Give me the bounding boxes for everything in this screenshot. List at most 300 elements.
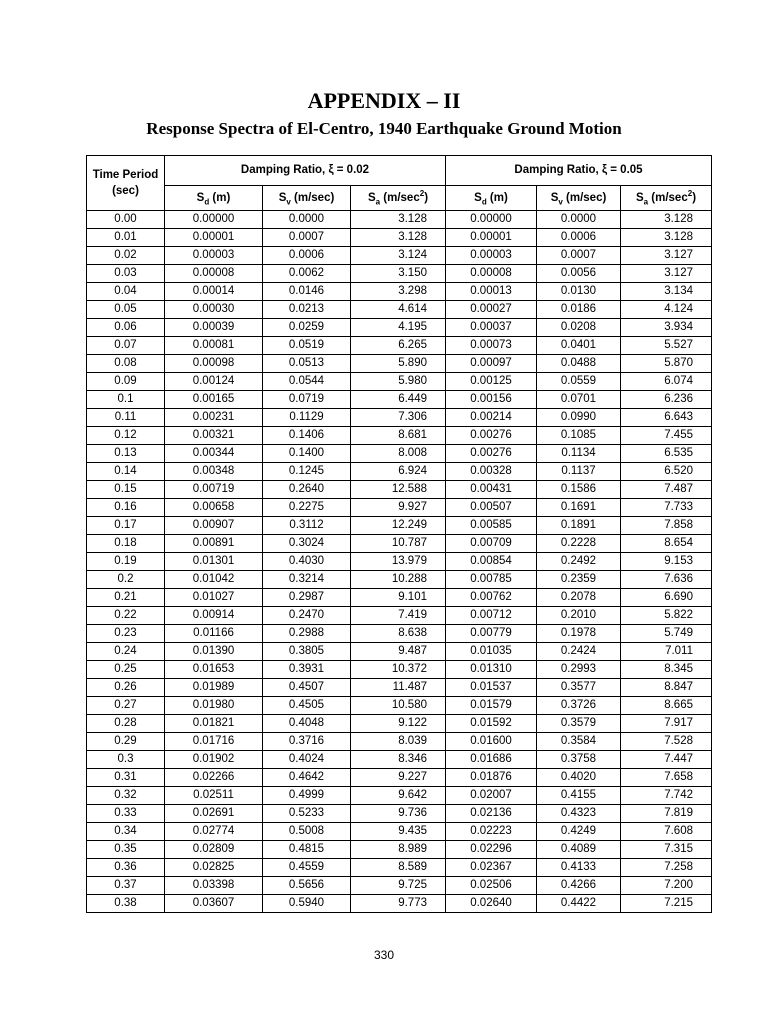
table-cell: 10.580 [351,697,446,715]
table-cell: 9.927 [351,499,446,517]
table-cell: 7.447 [621,751,712,769]
table-cell: 0.02511 [165,787,263,805]
table-cell: 6.449 [351,391,446,409]
table-cell: 5.527 [621,337,712,355]
table-cell: 6.520 [621,463,712,481]
table-row [87,247,712,265]
table-cell: 0.32 [87,787,165,805]
table-cell: 6.074 [621,373,712,391]
table-cell: 4.124 [621,301,712,319]
table-cell: 7.455 [621,427,712,445]
table-cell: 0.02136 [446,805,537,823]
table-cell: 0.00231 [165,409,263,427]
table-cell: 0.1129 [263,409,351,427]
table-cell: 0.2470 [263,607,351,625]
table-cell: 3.934 [621,319,712,337]
table-cell: 0.1 [87,391,165,409]
table-cell: 8.346 [351,751,446,769]
table-cell: 0.00124 [165,373,263,391]
table-cell: 0.5940 [263,895,351,913]
table-cell: 0.4323 [537,805,621,823]
table-cell: 0.02223 [446,823,537,841]
table-cell: 0.00001 [446,229,537,247]
table-cell: 0.2228 [537,535,621,553]
table-cell: 7.487 [621,481,712,499]
table-cell: 0.33 [87,805,165,823]
table-row [87,283,712,301]
table-cell: 0.02 [87,247,165,265]
table-cell: 0.2987 [263,589,351,607]
table-cell: 3.128 [621,229,712,247]
table-row [87,391,712,409]
table-cell: 0.00907 [165,517,263,535]
table-cell: 0.4155 [537,787,621,805]
table-cell: 3.298 [351,283,446,301]
table-cell: 0.00008 [446,265,537,283]
table-cell: 0.00585 [446,517,537,535]
table-cell: 0.1245 [263,463,351,481]
table-cell: 0.00779 [446,625,537,643]
table-row [87,877,712,895]
table-cell: 3.124 [351,247,446,265]
table-cell: 7.636 [621,571,712,589]
table-row [87,643,712,661]
table-cell: 5.980 [351,373,446,391]
table-cell: 6.265 [351,337,446,355]
table-cell: 0.4020 [537,769,621,787]
table-row [87,319,712,337]
table-cell: 0.2993 [537,661,621,679]
table-cell: 0.02825 [165,859,263,877]
table-cell: 5.749 [621,625,712,643]
table-cell: 7.215 [621,895,712,913]
table-cell: 3.127 [621,265,712,283]
table-cell: 0.24 [87,643,165,661]
table-cell: 0.4507 [263,679,351,697]
table-cell: 0.3577 [537,679,621,697]
table-cell: 0.25 [87,661,165,679]
table-cell: 0.00785 [446,571,537,589]
table-cell: 0.1691 [537,499,621,517]
table-cell: 0.2640 [263,481,351,499]
table-cell: 0.0006 [263,247,351,265]
table-cell: 0.0000 [263,211,351,229]
table-cell: 0.01310 [446,661,537,679]
sa-005-header: $S_a$ $(m/\sec^2)$ [621,186,712,211]
table-cell: 8.665 [621,697,712,715]
table-cell: 0.2010 [537,607,621,625]
table-cell: 0.01390 [165,643,263,661]
table-cell: 9.487 [351,643,446,661]
table-cell: 0.21 [87,589,165,607]
table-cell: 11.487 [351,679,446,697]
table-cell: 0.00000 [165,211,263,229]
table-cell: 0.00097 [446,355,537,373]
table-cell: 5.890 [351,355,446,373]
table-cell: 0.0213 [263,301,351,319]
table-cell: 0.4266 [537,877,621,895]
table-row [87,733,712,751]
table-cell: 0.5008 [263,823,351,841]
table-row [87,589,712,607]
table-cell: 0.1586 [537,481,621,499]
table-cell: 0.00321 [165,427,263,445]
table-cell: 9.736 [351,805,446,823]
table-cell: 0.01902 [165,751,263,769]
table-cell: 0.00098 [165,355,263,373]
table-cell: 3.128 [351,211,446,229]
table-cell: 0.12 [87,427,165,445]
table-cell: 0.01653 [165,661,263,679]
table-cell: 0.3584 [537,733,621,751]
table-cell: 7.608 [621,823,712,841]
table-cell: 0.00003 [165,247,263,265]
table-cell: 0.4642 [263,769,351,787]
table-cell: 0.3758 [537,751,621,769]
table-row [87,265,712,283]
table-cell: 0.0544 [263,373,351,391]
table-cell: 6.236 [621,391,712,409]
table-cell: 0.01600 [446,733,537,751]
table-cell: 6.690 [621,589,712,607]
table-cell: 0.00081 [165,337,263,355]
table-cell: 0.00658 [165,499,263,517]
table-cell: 3.128 [621,211,712,229]
table-row [87,427,712,445]
table-cell: 8.681 [351,427,446,445]
table-cell: 0.00030 [165,301,263,319]
table-cell: 0.01579 [446,697,537,715]
table-cell: 0.0259 [263,319,351,337]
table-cell: 10.288 [351,571,446,589]
table-cell: 5.822 [621,607,712,625]
damping-002-header: Damping Ratio, ξ = 0.02 [165,156,446,186]
table-cell: 0.01592 [446,715,537,733]
table-cell: 0.3805 [263,643,351,661]
table-cell: 0.00344 [165,445,263,463]
table-cell: 0.0186 [537,301,621,319]
table-cell: 0.29 [87,733,165,751]
table-cell: 7.419 [351,607,446,625]
table-cell: 0.00762 [446,589,537,607]
table-cell: 0.00165 [165,391,263,409]
table-row [87,769,712,787]
table-cell: 0.00854 [446,553,537,571]
table-cell: 0.00013 [446,283,537,301]
table-row [87,337,712,355]
table-cell: 9.227 [351,769,446,787]
table-cell: 8.008 [351,445,446,463]
table-cell: 0.1137 [537,463,621,481]
table-row [87,355,712,373]
table-cell: 9.122 [351,715,446,733]
table-cell: 3.128 [351,229,446,247]
table-cell: 7.258 [621,859,712,877]
table-row [87,625,712,643]
table-cell: 0.4559 [263,859,351,877]
table-row [87,535,712,553]
table-cell: 0.3214 [263,571,351,589]
table-cell: 12.588 [351,481,446,499]
table-cell: 0.23 [87,625,165,643]
sa-002-header: $S_a$ $(m/\sec^2)$ [351,186,446,211]
table-cell: 0.3931 [263,661,351,679]
table-cell: 5.870 [621,355,712,373]
table-cell: 0.17 [87,517,165,535]
sv-002-header: $S_v$ (m/sec) [263,186,351,211]
table-cell: 8.345 [621,661,712,679]
table-cell: 0.06 [87,319,165,337]
table-row [87,409,712,427]
table-row [87,823,712,841]
table-cell: 0.27 [87,697,165,715]
table-cell: 0.4422 [537,895,621,913]
table-cell: 0.4133 [537,859,621,877]
table-cell: 0.3579 [537,715,621,733]
table-cell: 0.0056 [537,265,621,283]
table-cell: 0.01686 [446,751,537,769]
table-cell: 0.3 [87,751,165,769]
table-row [87,301,712,319]
table-row [87,517,712,535]
table-cell: 8.654 [621,535,712,553]
table-cell: 0.03398 [165,877,263,895]
table-cell: 0.31 [87,769,165,787]
damping-005-header: Damping Ratio, ξ = 0.05 [446,156,712,186]
table-cell: 9.435 [351,823,446,841]
table-cell: 9.773 [351,895,446,913]
table-cell: 0.01876 [446,769,537,787]
table-row [87,211,712,229]
table-cell: 0.00156 [446,391,537,409]
table-cell: 0.01042 [165,571,263,589]
table-cell: 0.0000 [537,211,621,229]
table-cell: 0.0130 [537,283,621,301]
table-cell: 0.01821 [165,715,263,733]
table-row [87,751,712,769]
table-row [87,373,712,391]
table-cell: 0.00719 [165,481,263,499]
table-cell: 0.0513 [263,355,351,373]
table-cell: 0.0007 [537,247,621,265]
table-cell: 0.00003 [446,247,537,265]
table-cell: 0.02506 [446,877,537,895]
table-cell: 0.3726 [537,697,621,715]
table-row [87,229,712,247]
table-cell: 0.00037 [446,319,537,337]
table-row [87,805,712,823]
table-cell: 7.315 [621,841,712,859]
table-cell: 0.00000 [446,211,537,229]
table-row [87,481,712,499]
table-cell: 0.15 [87,481,165,499]
table-cell: 0.2988 [263,625,351,643]
table-row [87,787,712,805]
table-cell: 9.725 [351,877,446,895]
sv-005-header: $S_v$ (m/sec) [537,186,621,211]
table-cell: 0.3024 [263,535,351,553]
table-cell: 0.02367 [446,859,537,877]
table-cell: 0.00348 [165,463,263,481]
table-cell: 0.1406 [263,427,351,445]
table-row [87,499,712,517]
table-cell: 0.0006 [537,229,621,247]
table-row [87,715,712,733]
table-cell: 7.742 [621,787,712,805]
table-body [87,211,712,913]
table-cell: 7.733 [621,499,712,517]
table-cell: 0.4999 [263,787,351,805]
table-cell: 0.0401 [537,337,621,355]
table-cell: 0.0488 [537,355,621,373]
table-cell: 0.4505 [263,697,351,715]
page-number: 330 [373,948,395,962]
table-cell: 0.02296 [446,841,537,859]
table-row [87,553,712,571]
table-cell: 0.01035 [446,643,537,661]
table-cell: 12.249 [351,517,446,535]
table-cell: 7.011 [621,643,712,661]
table-cell: 0.11 [87,409,165,427]
table-cell: 0.36 [87,859,165,877]
table-cell: 0.0719 [263,391,351,409]
table-cell: 7.858 [621,517,712,535]
table-cell: 0.01980 [165,697,263,715]
appendix-subtitle: Response Spectra of El-Centro, 1940 Earthquake Ground Motion [146,119,622,138]
appendix-title: APPENDIX – II [307,88,461,113]
table-cell: 7.200 [621,877,712,895]
table-row [87,571,712,589]
table-cell: 10.787 [351,535,446,553]
table-cell: 0.00507 [446,499,537,517]
table-cell: 0.2 [87,571,165,589]
table-cell: 0.1085 [537,427,621,445]
table-cell: 0.38 [87,895,165,913]
table-cell: 0.4249 [537,823,621,841]
table-cell: 0.0208 [537,319,621,337]
table-cell: 0.00214 [446,409,537,427]
table-cell: 0.1978 [537,625,621,643]
table-cell: 0.0062 [263,265,351,283]
table-cell: 7.819 [621,805,712,823]
table-cell: 8.039 [351,733,446,751]
table-cell: 0.0519 [263,337,351,355]
table-cell: 13.979 [351,553,446,571]
table-cell: 8.589 [351,859,446,877]
table-cell: 0.00027 [446,301,537,319]
table-cell: 0.00008 [165,265,263,283]
table-cell: 0.02691 [165,805,263,823]
time-period-header: Time Period (sec) [87,156,165,211]
table-cell: 0.05 [87,301,165,319]
table-cell: 0.5656 [263,877,351,895]
table-cell: 0.1891 [537,517,621,535]
table-cell: 3.127 [621,247,712,265]
response-spectra-table [86,155,712,913]
table-cell: 0.03 [87,265,165,283]
table-cell: 0.3112 [263,517,351,535]
table-cell: 0.2275 [263,499,351,517]
sd-002-header: $S_d$ (m) [165,186,263,211]
table-cell: 6.924 [351,463,446,481]
table-cell: 0.0701 [537,391,621,409]
table-row [87,661,712,679]
table-cell: 0.13 [87,445,165,463]
table-cell: 6.535 [621,445,712,463]
table-cell: 8.989 [351,841,446,859]
table-cell: 0.09 [87,373,165,391]
table-cell: 0.00073 [446,337,537,355]
table-cell: 8.847 [621,679,712,697]
table-cell: 9.101 [351,589,446,607]
table-cell: 0.28 [87,715,165,733]
table-cell: 0.02007 [446,787,537,805]
table-cell: 0.00125 [446,373,537,391]
table-cell: 3.150 [351,265,446,283]
table-cell: 0.00276 [446,445,537,463]
table-cell: 7.917 [621,715,712,733]
table-cell: 0.04 [87,283,165,301]
table-cell: 0.2424 [537,643,621,661]
table-row [87,841,712,859]
table-cell: 0.00709 [446,535,537,553]
table-cell: 0.01989 [165,679,263,697]
table-cell: 9.153 [621,553,712,571]
table-cell: 7.306 [351,409,446,427]
table-cell: 0.01716 [165,733,263,751]
table-cell: 0.0559 [537,373,621,391]
table-row [87,607,712,625]
table-row [87,463,712,481]
table-cell: 0.08 [87,355,165,373]
table-row [87,679,712,697]
table-cell: 0.1400 [263,445,351,463]
table-cell: 0.02809 [165,841,263,859]
table-cell: 0.35 [87,841,165,859]
table-cell: 0.4024 [263,751,351,769]
table-cell: 0.01 [87,229,165,247]
table-cell: 0.4030 [263,553,351,571]
table-cell: 0.00891 [165,535,263,553]
table-cell: 0.5233 [263,805,351,823]
table-cell: 0.02774 [165,823,263,841]
table-cell: 10.372 [351,661,446,679]
table-cell: 0.19 [87,553,165,571]
table-cell: 0.02266 [165,769,263,787]
table-cell: 0.01301 [165,553,263,571]
table-cell: 0.16 [87,499,165,517]
table-cell: 0.00 [87,211,165,229]
table-row [87,895,712,913]
table-cell: 4.195 [351,319,446,337]
table-cell: 0.0007 [263,229,351,247]
table-row [87,445,712,463]
table-cell: 0.37 [87,877,165,895]
table-cell: 0.4048 [263,715,351,733]
table-row [87,697,712,715]
table-cell: 8.638 [351,625,446,643]
table-cell: 0.4815 [263,841,351,859]
table-cell: 7.658 [621,769,712,787]
table-cell: 0.0146 [263,283,351,301]
table-cell: 4.614 [351,301,446,319]
table-cell: 7.528 [621,733,712,751]
table-cell: 3.134 [621,283,712,301]
table-cell: 0.00914 [165,607,263,625]
table-cell: 6.643 [621,409,712,427]
table-cell: 0.34 [87,823,165,841]
table-cell: 9.642 [351,787,446,805]
